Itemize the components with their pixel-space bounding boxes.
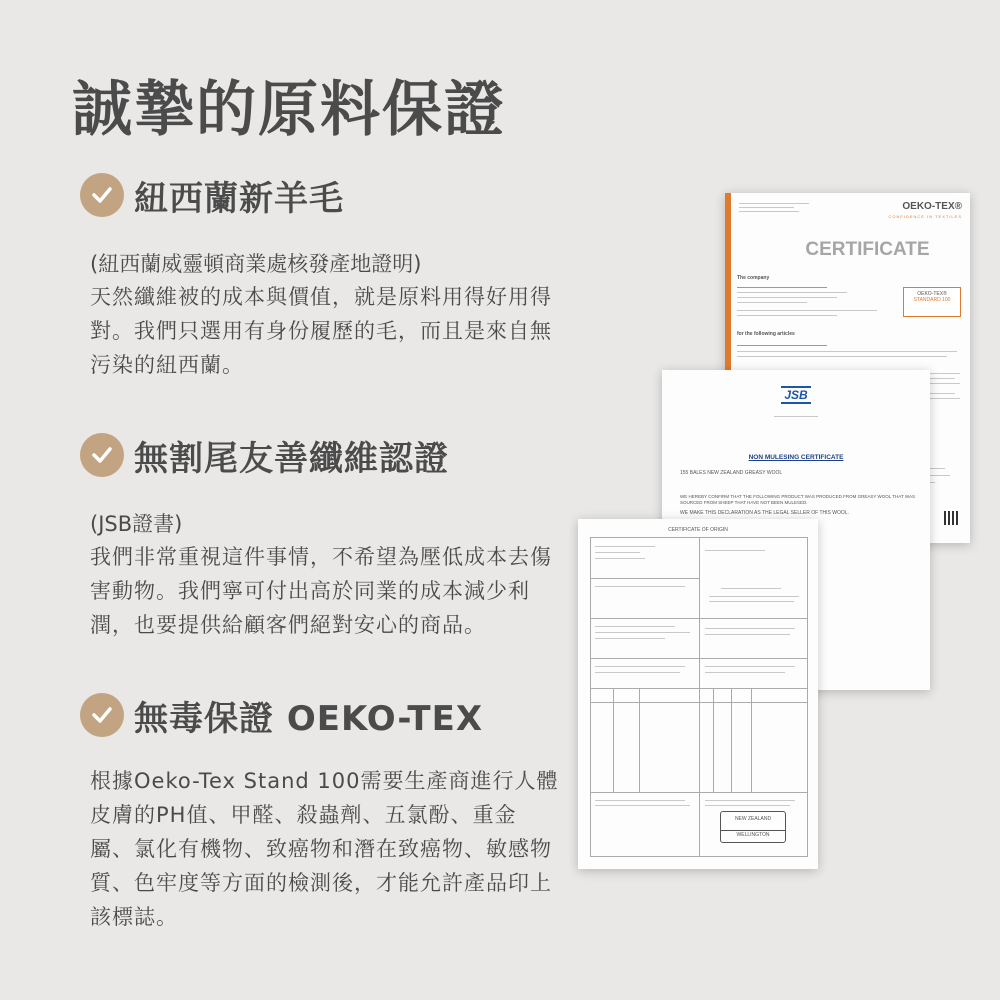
section-non-mulesing (80, 430, 560, 642)
section-oeko-tex (80, 690, 560, 934)
origin-certificate-image (578, 519, 818, 869)
section-body: 我們非常重視這件事情，不希望為壓低成本去傷害動物。我們寧可付出高於同業的成本減少利潤，也要提供給顧客們絕對安心的商品。 (90, 545, 552, 637)
certificate-table (590, 537, 808, 857)
page-title: 誠摯的原料保證 (72, 75, 506, 145)
jsb-logo: JSB (662, 386, 930, 404)
check-icon (80, 173, 124, 217)
section-subtitle: (JSB證書) (90, 512, 183, 536)
section-subtitle: (紐西蘭威靈頓商業處核發產地證明) (90, 252, 422, 276)
section-header (80, 690, 560, 740)
certificate-line-2: WE HEREBY CONFIRM THAT THE FOLLOWING PRODUCT WAS PRODUCED FROM GREASY WOOL THAT WAS SOURCED FROM SHEEP THAT HAVE NOT BEEN MULESED. (680, 494, 915, 505)
certificate-heading: CERTIFICATE (805, 239, 930, 260)
official-stamp: NEW ZEALAND WELLINGTON (720, 811, 786, 843)
certificate-heading: NON MULESING CERTIFICATE (748, 454, 844, 461)
check-icon (80, 433, 124, 477)
section-header (80, 170, 560, 220)
section-nz-wool (80, 170, 560, 382)
articles-label: for the following articles (737, 331, 795, 337)
section-heading: 紐西蘭新羊毛 (134, 178, 344, 219)
section-heading: 無毒保證 OEKO-TEX (134, 698, 484, 739)
standard-100-badge: OEKO-TEX® STANDARD 100 (903, 287, 961, 317)
section-heading: 無割尾友善纖維認證 (134, 438, 449, 479)
qr-code-icon (944, 511, 958, 525)
oeko-tex-tagline: CONFIDENCE IN TEXTILES (888, 214, 962, 219)
oeko-tex-logo: OEKO-TEX® (902, 201, 962, 212)
certificate-line-1: 155 BALES NEW ZEALAND GREASY WOOL (680, 470, 783, 476)
certificate-heading: CERTIFICATE OF ORIGIN (668, 527, 728, 533)
section-header (80, 430, 560, 480)
company-label: The company (737, 275, 770, 281)
certificate-line-3: WE MAKE THIS DECLARATION AS THE LEGAL SELLER OF THIS WOOL. (680, 510, 849, 516)
section-body: 根據Oeko-Tex Stand 100需要生產商進行人體皮膚的PH值、甲醛、殺蟲劑、五氯酚、重金屬、氯化有機物、致癌物和潛在致癌物、敏感物質、色牢度等方面的檢測後，才能允許產品印上該標誌。 (90, 769, 559, 929)
section-body: 天然纖維被的成本與價值，就是原料用得好用得對。我們只選用有身份履歷的毛，而且是來自無污染的紐西蘭。 (90, 285, 552, 377)
check-icon (80, 693, 124, 737)
